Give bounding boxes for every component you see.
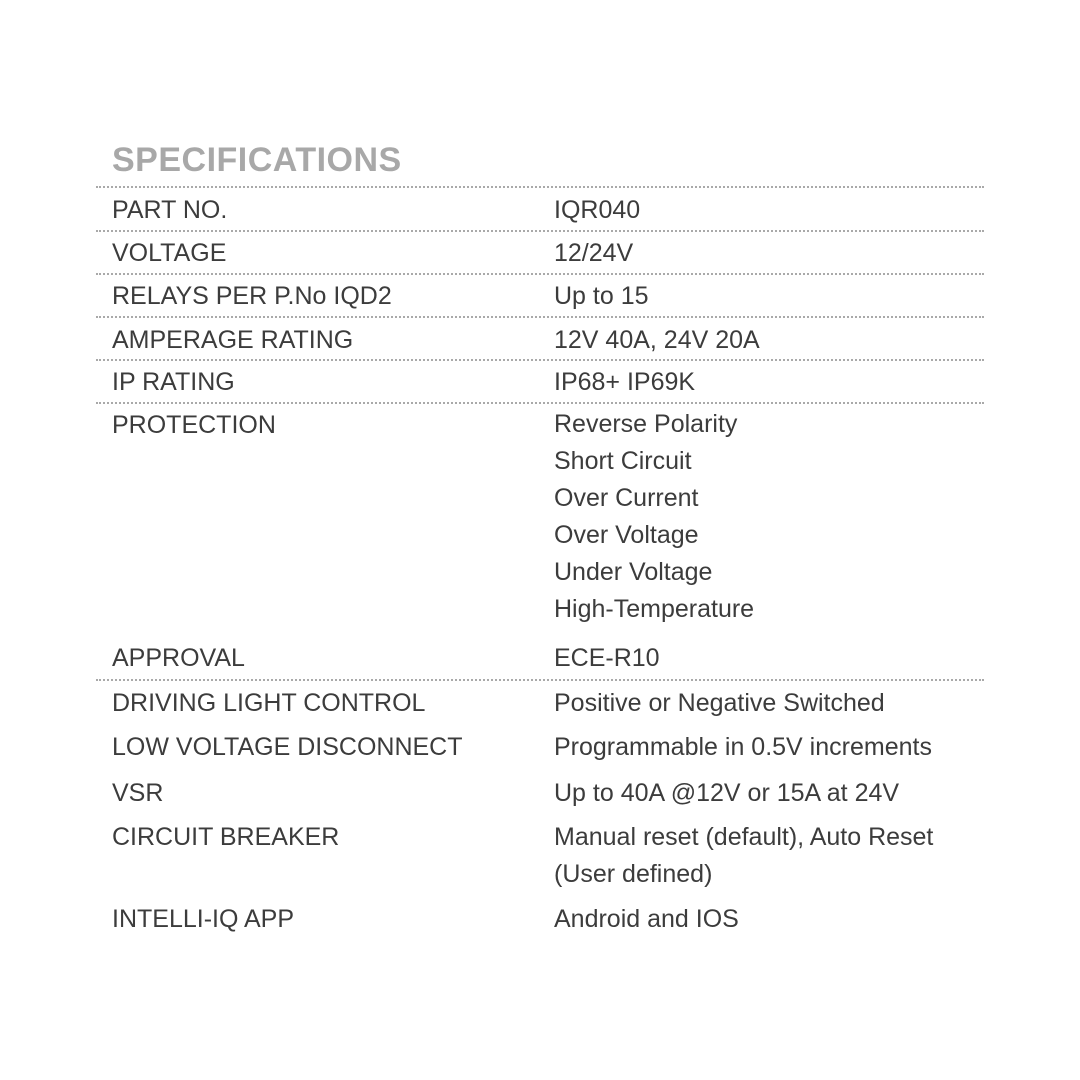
divider (96, 679, 984, 681)
divider (96, 402, 984, 404)
spec-label-app: INTELLI-IQ APP (112, 905, 295, 933)
spec-value-protection-item: Reverse Polarity (554, 410, 738, 438)
spec-value-protection-item: High-Temperature (554, 595, 755, 623)
spec-value-amperage: 12V 40A, 24V 20A (554, 326, 760, 354)
spec-value-approval: ECE-R10 (554, 644, 660, 672)
spec-label-approval: APPROVAL (112, 644, 245, 672)
spec-value-vsr: Up to 40A @12V or 15A at 24V (554, 779, 900, 807)
spec-value-app: Android and IOS (554, 905, 739, 933)
spec-label-circuit-breaker: CIRCUIT BREAKER (112, 823, 340, 851)
spec-value-protection-list (554, 406, 754, 628)
spec-value-circuit-breaker (554, 819, 933, 893)
spec-value-circuit-breaker-line: Manual reset (default), Auto Reset (554, 823, 934, 851)
spec-label-part-no: PART NO. (112, 196, 228, 224)
spec-label-amperage: AMPERAGE RATING (112, 326, 354, 354)
divider (96, 359, 984, 361)
spec-label-low-voltage: LOW VOLTAGE DISCONNECT (112, 733, 463, 761)
spec-value-protection-item: Over Current (554, 484, 699, 512)
spec-label-voltage: VOLTAGE (112, 239, 227, 267)
spec-value-driving-light: Positive or Negative Switched (554, 689, 885, 717)
spec-value-protection-item: Under Voltage (554, 558, 713, 586)
spec-value-low-voltage: Programmable in 0.5V increments (554, 733, 932, 761)
divider (96, 186, 984, 188)
divider (96, 230, 984, 232)
spec-value-circuit-breaker-line: (User defined) (554, 860, 713, 888)
spec-label-vsr: VSR (112, 779, 164, 807)
spec-value-part-no: IQR040 (554, 196, 641, 224)
spec-value-protection-item: Over Voltage (554, 521, 699, 549)
spec-value-relays: Up to 15 (554, 282, 649, 310)
divider (96, 273, 984, 275)
spec-value-ip-rating: IP68+ IP69K (554, 368, 696, 396)
spec-value-voltage: 12/24V (554, 239, 634, 267)
spec-label-driving-light: DRIVING LIGHT CONTROL (112, 689, 426, 717)
spec-label-relays: RELAYS PER P.No IQD2 (112, 282, 392, 310)
divider (96, 316, 984, 318)
page-title: SPECIFICATIONS (112, 141, 402, 179)
spec-value-protection-item: Short Circuit (554, 447, 692, 475)
spec-label-protection: PROTECTION (112, 411, 276, 439)
spec-label-ip-rating: IP RATING (112, 368, 235, 396)
